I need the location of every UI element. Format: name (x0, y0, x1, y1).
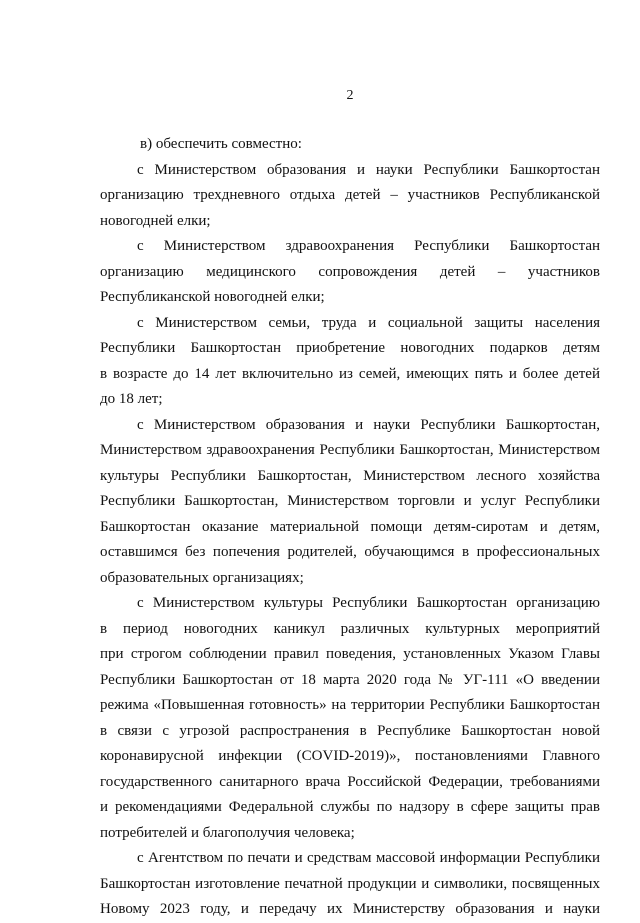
text-line: Республики Башкортостан, Министерством торговли и услуг Республики (100, 493, 600, 509)
text-line: Республики Башкортостан приобретение новогодних подарков детям (100, 340, 600, 356)
text-line: Башкортостан изготовление печатной продукции и символики, посвященных (100, 875, 600, 892)
text-line: Новому 2023 году, и передачу их Министерству образования и науки (100, 901, 600, 917)
text-line: с Министерством образования и науки Республики Башкортостан, (137, 416, 600, 433)
text-line: организацию трехдневного отдыха детей – участников Республиканской (100, 187, 600, 203)
text-line: потребителей и благополучия человека; (100, 824, 355, 841)
text-line: Министерством здравоохранения Республики Башкортостан, Министерством (100, 442, 600, 458)
text-line: организацию медицинского сопровождения детей – участников (100, 263, 600, 280)
text-line: в период новогодних каникул различных культурных мероприятий (100, 620, 600, 637)
text-line: режима «Повышенная готовность» на территории Республики Башкортостан (100, 697, 600, 713)
text-line: культуры Республики Башкортостан, Министерством лесного хозяйства (100, 467, 600, 484)
text-line: с Министерством здравоохранения Республики Башкортостан (137, 238, 600, 254)
text-line: с Министерством образования и науки Республики Башкортостан (137, 161, 600, 178)
text-line: до 18 лет; (100, 391, 163, 407)
text-line: при строгом соблюдении правил поведения, установленных Указом Главы (100, 646, 600, 662)
text-line: с Агентством по печати и средствам массовой информации Республики (137, 850, 600, 866)
text-line: образовательных организациях; (100, 569, 304, 586)
text-line: в возрасте до 14 лет включительно из семей, имеющих пять и более детей (100, 365, 600, 382)
text-line: Республиканской новогодней елки; (100, 289, 325, 305)
document-body (100, 132, 600, 923)
text-line: государственного санитарного врача Российской Федерации, требованиями (100, 773, 600, 790)
text-line: с Министерством семьи, труда и социальной защиты населения (137, 314, 600, 331)
text-line: новогодней елки; (100, 212, 211, 229)
text-line: Башкортостан оказание материальной помощи детям-сиротам и детям, (100, 518, 600, 535)
text-line: и рекомендациями Федеральной службы по надзору в сфере защиты прав (100, 799, 600, 815)
text-line: в) обеспечить совместно: (140, 136, 302, 152)
text-line: коронавирусной инфекции (COVID-2019)», постановлениями Главного (100, 748, 600, 764)
text-line: Республики Башкортостан от 18 марта 2020 года № УГ-111 «О введении (100, 671, 600, 688)
text-line: с Министерством культуры Республики Башкортостан организацию (137, 595, 600, 611)
page-number: 2 (346, 88, 354, 103)
text-line: оставшимся без попечения родителей, обучающимся в профессиональных (100, 544, 600, 560)
text-line: в связи с угрозой распространения в Республике Башкортостан новой (100, 722, 600, 739)
